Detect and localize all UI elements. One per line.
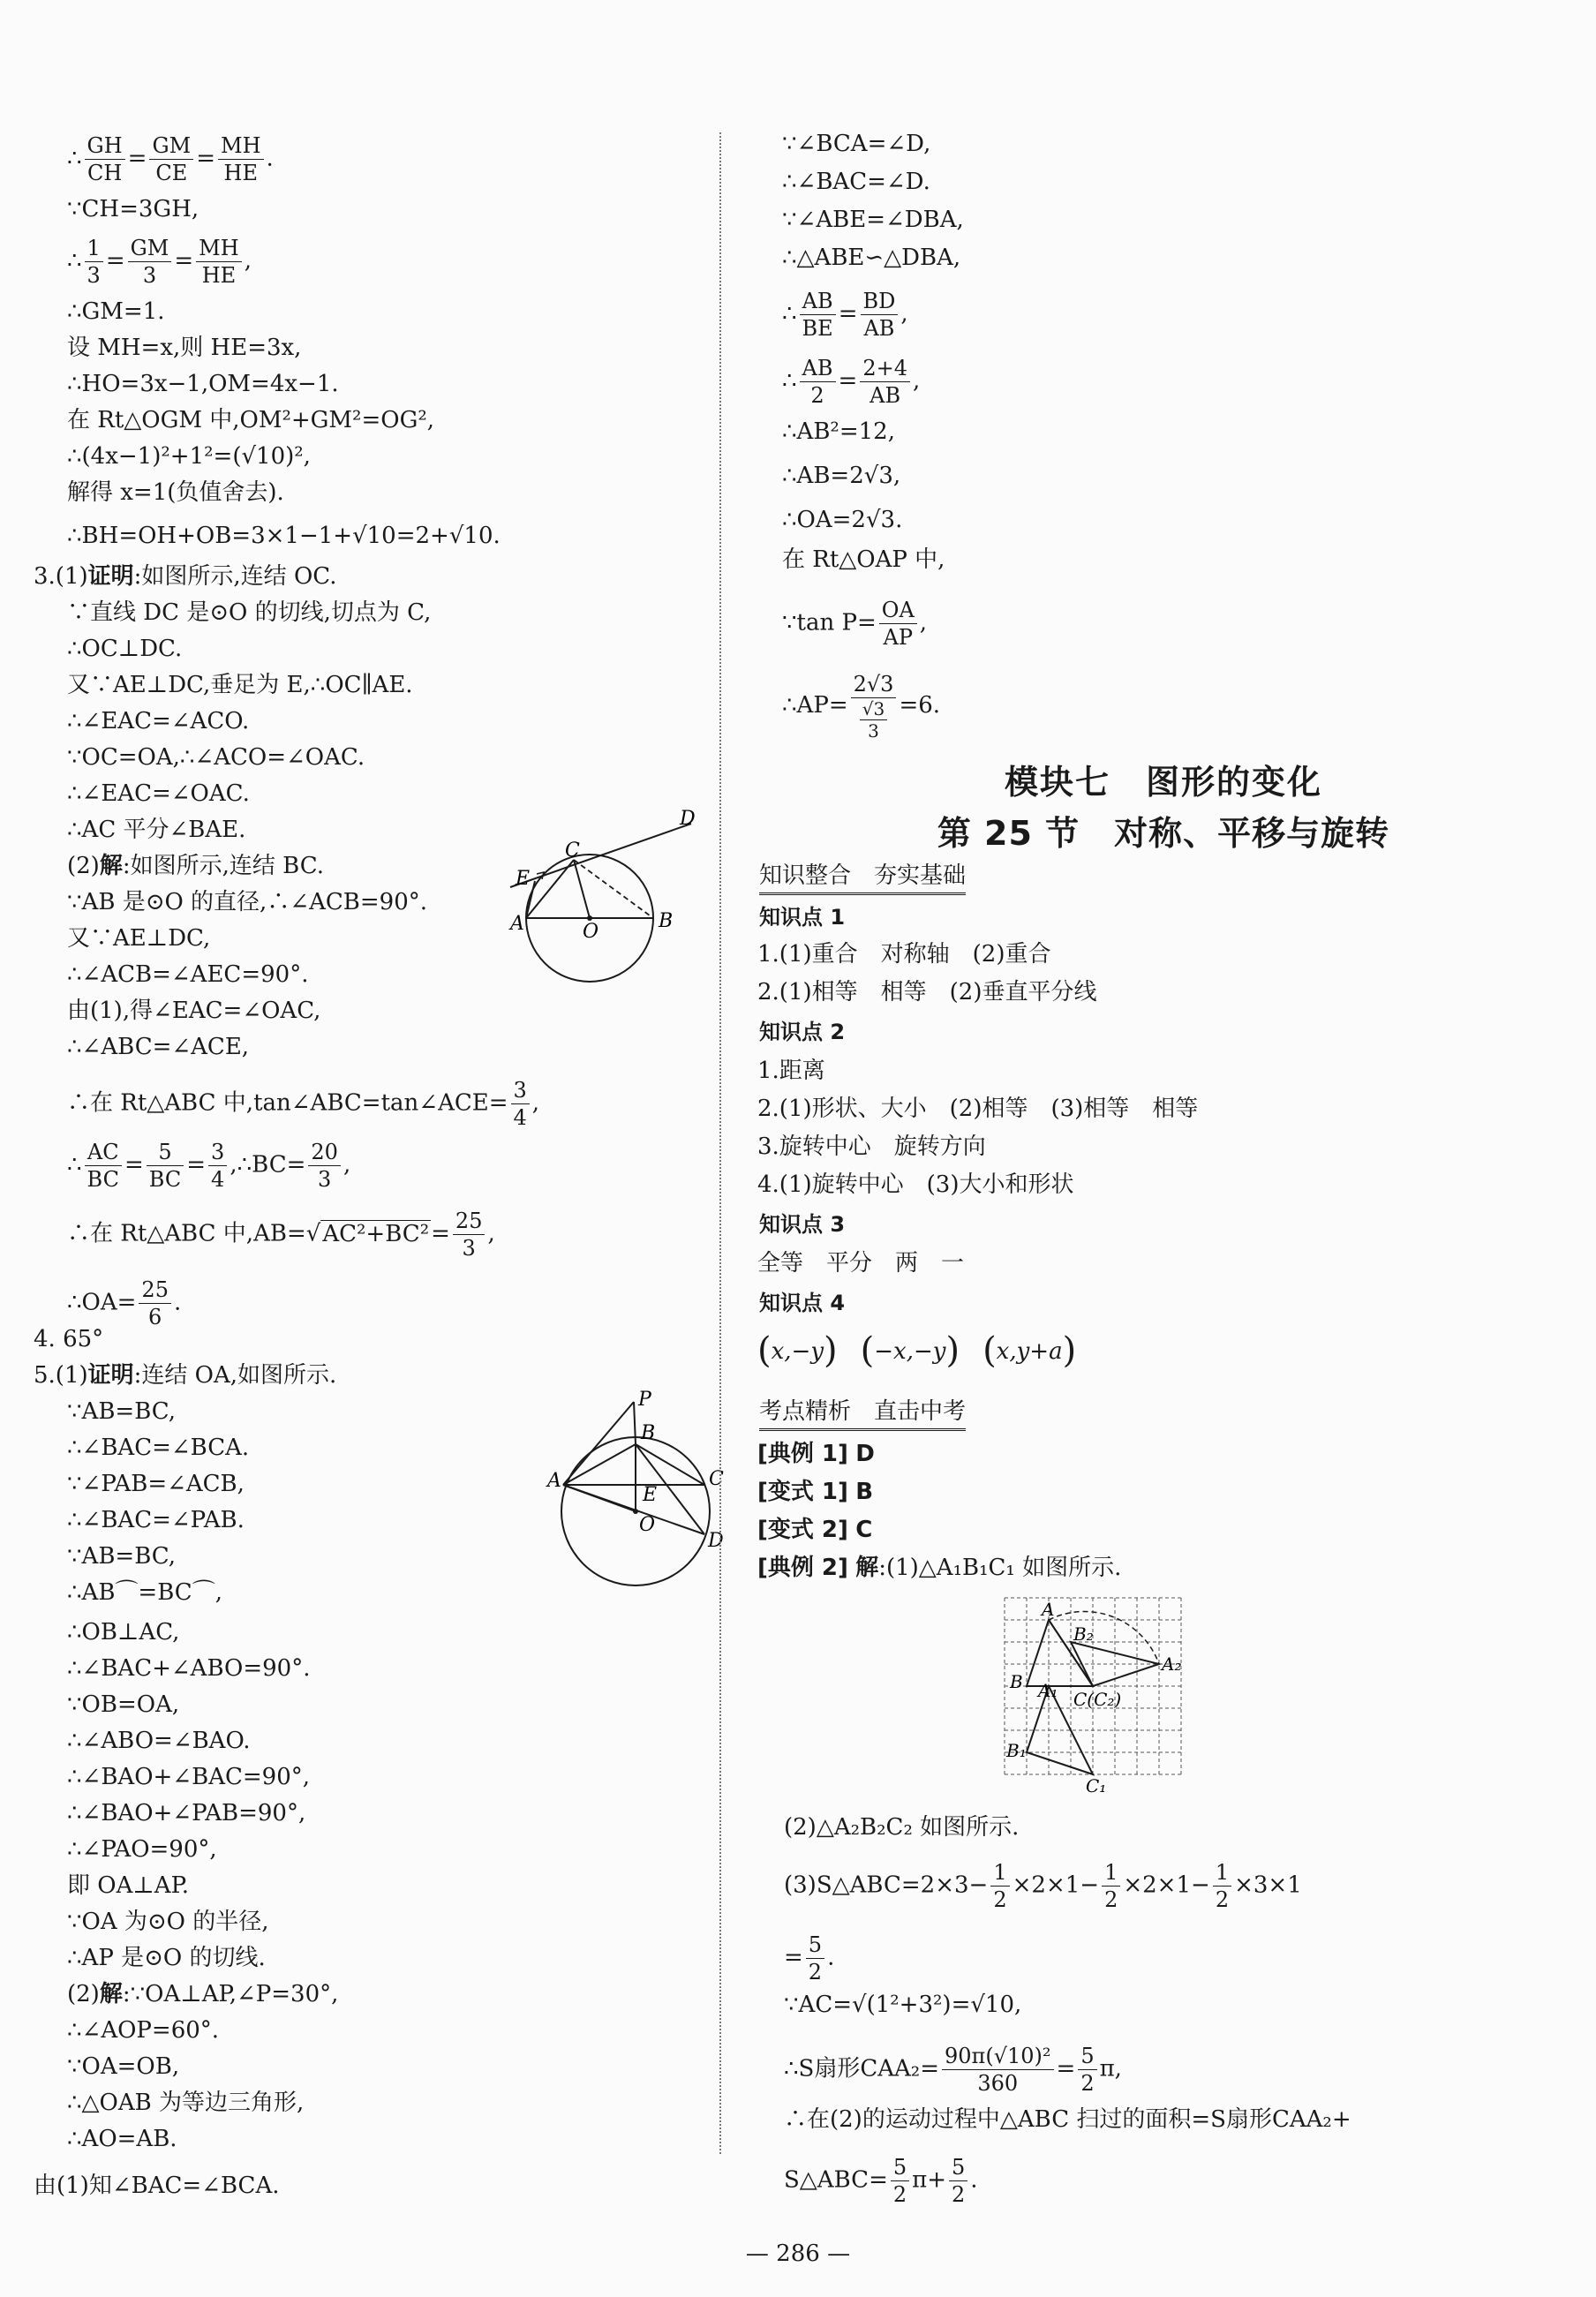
text-line: ∴∠BAO+∠BAC=90°, — [67, 1764, 311, 1790]
eq-line: ∵tan P= $\frac{OA}{AP}$ , — [782, 598, 928, 650]
text-line: 1.(1)重合 对称轴 (2)重合 — [757, 941, 1051, 968]
eq-line: = $\frac{5}{2}$ . — [784, 1932, 835, 1984]
text-line: ∴OC⊥DC. — [67, 636, 183, 662]
text-line: ∴AB²=12, — [782, 418, 895, 445]
label-B1: B₁ — [1006, 1740, 1027, 1761]
page-number: — 286 — — [745, 2241, 851, 2267]
label-C-C2: C(C₂) — [1073, 1689, 1122, 1710]
text-line: ∵OA=OB, — [67, 2053, 180, 2080]
section-banner: 知识整合 夯实基础 — [759, 861, 966, 895]
text-line: 1.距离 — [757, 1058, 825, 1084]
column-divider — [719, 132, 721, 2154]
text-line: ∵CH=3GH, — [67, 196, 200, 222]
section-title: 第 25 节 对称、平移与旋转 — [937, 814, 1390, 853]
text-line: ∵直线 DC 是⊙O 的切线,切点为 C, — [67, 599, 432, 626]
text-line: ∴△OAB 为等边三角形, — [67, 2090, 305, 2116]
label-A: A — [547, 1470, 561, 1492]
text-line: ∵∠BCA=∠D, — [782, 131, 931, 157]
text-line: 全等 平分 两 一 — [757, 1250, 965, 1277]
text-line: ∴∠AOP=60°. — [67, 2017, 220, 2044]
text-line: ∴∠EAC=∠OAC. — [67, 780, 250, 807]
text-line: 又∵AE⊥DC, — [67, 925, 211, 952]
text-line: 2.(1)相等 相等 (2)垂直平分线 — [757, 979, 1097, 1005]
text-line: ∵AC=√(1²+3²)=√10, — [784, 1992, 1022, 2018]
text-line: [典例 2] 解:(1)△A₁B₁C₁ 如图所示. — [757, 1555, 1122, 1581]
text-line: ∵OB=OA, — [67, 1691, 180, 1718]
text-line: ∵∠PAB=∠ACB, — [67, 1471, 245, 1497]
text-line: ∴AB⌒=BC⌒, — [67, 1579, 222, 1606]
text-line: 4.(1)旋转中心 (3)大小和形状 — [757, 1171, 1074, 1198]
text-line: ∴AB=2√3, — [782, 463, 901, 489]
label-B: B — [1010, 1671, 1023, 1692]
text-line: 2.(1)形状、大小 (2)相等 (3)相等 相等 — [757, 1096, 1199, 1122]
text-line: [变式 1] B — [757, 1479, 874, 1505]
text-line: (2)解:∵OA⊥AP,∠P=30°, — [67, 1981, 339, 2007]
text-line: ∵OA 为⊙O 的半径, — [67, 1909, 269, 1935]
knowledge-point-heading: 知识点 3 — [759, 1212, 846, 1237]
text-line: ∴HO=3x−1,OM=4x−1. — [67, 371, 339, 397]
question-3: 3.(1)证明:如图所示,连结 OC. — [34, 563, 337, 590]
label-O: O — [639, 1514, 656, 1536]
question-4: 4. 65° — [34, 1326, 104, 1352]
text-line: ∴∠PAO=90°, — [67, 1836, 217, 1863]
knowledge-point-heading: 知识点 1 — [759, 905, 846, 930]
text-line: ∴∠BAC+∠ABO=90°. — [67, 1655, 311, 1682]
eq-line: ∴ $\frac{AC}{BC}$ = $\frac{5}{BC}$ = $\frac{3}{4}$ ,∴BC= $\frac{20}{3}$ , — [67, 1140, 351, 1192]
text-line: 即 OA⊥AP. — [67, 1872, 190, 1899]
text-line: 又∵AE⊥DC,垂足为 E,∴OC∥AE. — [67, 672, 413, 698]
eq-line: (3)S△ABC=2×3− $\frac{1}{2}$ ×2×1− $\frac{1}{2}$ ×2×1− $\frac{1}{2}$ ×3×1 — [784, 1860, 1302, 1912]
text-line: 在 Rt△OGM 中,OM²+GM²=OG², — [67, 407, 435, 433]
label-D: D — [708, 1530, 724, 1552]
eq-line: ∴在 Rt△ABC 中,tan∠ABC=tan∠ACE= $\frac{3}{4}$ , — [67, 1078, 540, 1130]
label-B: B — [659, 910, 674, 932]
text-line: ∴OB⊥AC, — [67, 1619, 180, 1646]
module-title: 模块七 图形的变化 — [1004, 763, 1322, 802]
text-line: ∵∠ABE=∠DBA, — [782, 207, 964, 233]
section-banner: 考点精析 直击中考 — [759, 1397, 966, 1431]
label-E: E — [516, 868, 531, 890]
label-D: D — [680, 808, 696, 830]
knowledge-point-heading: 知识点 2 — [759, 1020, 846, 1044]
text-line: (x,−y) (−x,−y) (x,y+a) — [757, 1330, 1077, 1371]
eq-line: ∴ $\frac{GH}{CH}$ = $\frac{GM}{CE}$ = $\frac{MH}{HE}$ . — [67, 133, 274, 185]
text-line: ∴AO=AB. — [67, 2126, 177, 2152]
label-C: C — [565, 840, 580, 862]
label-A1: A₁ — [1038, 1680, 1058, 1701]
label-B2: B₂ — [1073, 1623, 1094, 1645]
label-A: A — [510, 913, 524, 935]
eq-line: S△ABC= $\frac{5}{2}$ π+ $\frac{5}{2}$ . — [784, 2155, 978, 2207]
label-C: C — [709, 1468, 724, 1490]
text-line: ∴在(2)的运动过程中△ABC 扫过的面积=S扇形CAA₂+ — [784, 2106, 1351, 2133]
text-line: ∴(4x−1)²+1²=(√10)², — [67, 443, 311, 470]
text-line: 3.旋转中心 旋转方向 — [757, 1133, 986, 1160]
text-line: ∴GM=1. — [67, 298, 165, 325]
text-line: ∴∠ABO=∠BAO. — [67, 1728, 251, 1754]
eq-line: ∴AP= $\frac{2√3}{\frac{√3}{3}}$ =6. — [782, 672, 941, 742]
text-line: ∴BH=OH+OB=3×1−1+√10=2+√10. — [67, 523, 501, 549]
text-line: (2)解:如图所示,连结 BC. — [67, 853, 324, 879]
label-B: B — [641, 1422, 656, 1444]
text-line: ∴OA=2√3. — [782, 507, 903, 533]
text-line: 在 Rt△OAP 中, — [782, 546, 945, 573]
eq-line: ∴ $\frac{AB}{BE}$ = $\frac{BD}{AB}$ , — [782, 289, 908, 341]
text-line: ∵AB=BC, — [67, 1543, 177, 1570]
eq-line: ∴ $\frac{1}{3}$ = $\frac{GM}{3}$ = $\frac{MH}{HE}$ , — [67, 236, 252, 288]
text-line: ∴∠ABC=∠ACE, — [67, 1034, 250, 1060]
text-line: ∴∠BAO+∠PAB=90°, — [67, 1800, 306, 1826]
text-line: ∴AC 平分∠BAE. — [67, 817, 246, 843]
figure-circle-tangent — [493, 803, 722, 989]
eq-line: ∴ $\frac{AB}{2}$ = $\frac{2+4}{AB}$ , — [782, 356, 921, 408]
question-5: 5.(1)证明:连结 OA,如图所示. — [34, 1362, 337, 1389]
text-line: ∴∠BAC=∠D. — [782, 169, 930, 195]
text-line: ∴∠ACB=∠AEC=90°. — [67, 961, 309, 988]
text-line: ∴AP 是⊙O 的切线. — [67, 1945, 266, 1971]
eq-line: ∴在 Rt△ABC 中,AB=√AC²+BC²= $\frac{25}{3}$ , — [67, 1209, 495, 1261]
text-line: ∵AB=BC, — [67, 1398, 177, 1425]
label-C1: C₁ — [1086, 1775, 1107, 1796]
text-line: ∴∠BAC=∠PAB. — [67, 1507, 245, 1533]
text-line: 设 MH=x,则 HE=3x, — [67, 335, 302, 361]
text-line: 由(1)知∠BAC=∠BCA. — [34, 2173, 280, 2199]
text-line: (2)△A₂B₂C₂ 如图所示. — [784, 1814, 1020, 1841]
label-A: A — [1042, 1599, 1055, 1620]
text-line: [典例 1] D — [757, 1441, 875, 1467]
label-E: E — [643, 1484, 658, 1506]
eq-line: ∴OA= $\frac{25}{6}$ . — [67, 1277, 182, 1329]
text-line: 由(1),得∠EAC=∠OAC, — [67, 998, 321, 1024]
text-line: [变式 2] C — [757, 1517, 873, 1543]
text-line: ∴∠BAC=∠BCA. — [67, 1435, 250, 1461]
knowledge-point-heading: 知识点 4 — [759, 1291, 846, 1315]
label-O: O — [583, 921, 599, 943]
label-P: P — [638, 1389, 651, 1411]
text-line: ∵AB 是⊙O 的直径,∴∠ACB=90°. — [67, 889, 428, 915]
text-line: 解得 x=1(负值舍去). — [67, 479, 284, 506]
text-line: ∵OC=OA,∴∠ACO=∠OAC. — [67, 744, 365, 771]
text-line: ∴∠EAC=∠ACO. — [67, 708, 250, 734]
label-A2: A₂ — [1162, 1653, 1182, 1675]
figure-circle-tangent-ap — [528, 1386, 731, 1589]
figure-grid-triangles — [987, 1589, 1216, 1801]
eq-line: ∴S扇形CAA₂= $\frac{\text{90π(√10)²}}{360}$ = $\frac{5}{2}$ π, — [784, 2044, 1122, 2096]
text-line: ∴△ABE∽△DBA, — [782, 245, 961, 271]
